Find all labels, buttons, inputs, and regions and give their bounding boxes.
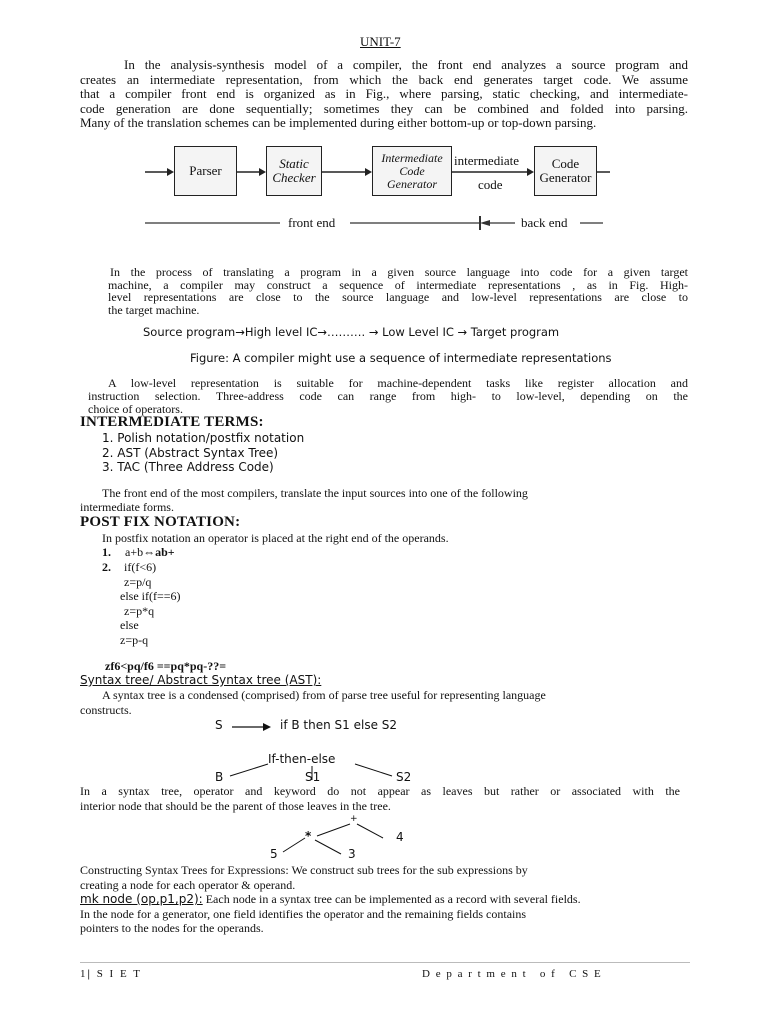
terms-list <box>102 431 304 475</box>
mknode-line: In the node for a generator, one field identifies the operator and the remaining fields contains <box>80 906 527 921</box>
postfix-example-2-code <box>118 560 181 648</box>
footer-rule <box>80 962 690 963</box>
footer-page-number: 1 <box>80 968 88 980</box>
parser-box: Parser <box>174 146 237 196</box>
expression-tree-edges <box>275 818 395 868</box>
code-line: z=p*q <box>124 603 155 618</box>
ast-heading: Syntax tree/ Abstract Syntax tree (AST): <box>80 673 322 687</box>
ast-desc2-line: In a syntax tree, operator and keyword do not appear as leaves but rather or associated with the <box>80 784 680 798</box>
mknode-first-line <box>80 892 690 907</box>
lowlevel-paragraph <box>88 377 688 415</box>
ast-desc2-line: interior node that should be the parent of those leaves in the tree. <box>80 798 391 813</box>
frontend-line: intermediate forms. <box>80 500 174 514</box>
tree-child-b: B <box>215 770 224 784</box>
frontend-line: The front end of the most compilers, translate the input sources into one of the following <box>102 486 528 500</box>
tree-root-if-then-else: If-then-else <box>268 752 336 766</box>
intro-line: Many of the translation schemes can be implemented during either bottom-up or top-down parsing. <box>80 115 597 130</box>
code-line: z=p/q <box>124 574 152 589</box>
example-number: 1. <box>102 545 111 559</box>
rule-lhs: S <box>215 718 223 732</box>
translate-line: In the process of translating a program in a given source language into code for a given target <box>110 265 688 279</box>
construct-paragraph <box>80 863 680 892</box>
footer-org: S I E T <box>96 968 142 980</box>
code-line: else <box>120 618 139 633</box>
intermediate-code-generator-box: Intermediate Code Generator <box>372 146 452 196</box>
mknode-paragraph <box>80 892 690 936</box>
footer-separator: | <box>87 968 92 980</box>
postfix-intro: In postfix notation an operator is placed at the right end of the operands. <box>102 531 449 545</box>
construct-line: Constructing Syntax Trees for Expressions: We construct sub trees for the sub expressions by <box>80 863 528 877</box>
mknode-line: pointers to the nodes for the operands. <box>80 921 264 936</box>
intro-line: In the analysis-synthesis model of a compiler, the front end analyzes a source program and <box>124 57 688 72</box>
lowlevel-line: A low-level representation is suitable for machine-dependent tasks like register allocation and <box>108 376 688 390</box>
expr-leaf-3: 3 <box>348 847 356 861</box>
frontend-paragraph <box>80 486 680 514</box>
ast-desc-line: A syntax tree is a condensed (comprised) from of parse tree useful for representing language <box>102 688 546 702</box>
tree-child-s1: S1 <box>305 770 321 784</box>
list-item: 2. AST (Abstract Syntax Tree) <box>102 445 279 460</box>
postfix-example-2-number: 2. <box>102 560 111 574</box>
translate-paragraph <box>108 266 688 317</box>
expr-node-multiply: * <box>305 829 312 843</box>
intermediate-terms-heading: INTERMEDIATE TERMS: <box>80 414 264 430</box>
expr-leaf-5: 5 <box>270 847 278 861</box>
ast-desc-line: constructs. <box>80 702 132 717</box>
mknode-label: mk node (op,p1,p2): <box>80 892 203 906</box>
expr-leaf-4: 4 <box>396 830 404 844</box>
postfix-result: zf6<pq/f6 ==pq*pq-??= <box>105 659 227 673</box>
rule-rhs: if B then S1 else S2 <box>280 718 398 732</box>
lowlevel-line: choice of operators. <box>88 401 183 416</box>
page-title: UNIT-7 <box>360 34 401 49</box>
ast-description-2 <box>80 784 680 813</box>
code-line: z=p-q <box>120 632 149 647</box>
postfix-example-1 <box>102 545 175 560</box>
static-checker-box: Static Checker <box>266 146 322 196</box>
postfix-heading: POST FIX NOTATION: <box>80 514 241 530</box>
footer-left <box>80 968 142 980</box>
rule-arrow-icon <box>232 721 272 733</box>
list-item: 3. TAC (Three Address Code) <box>102 460 274 474</box>
lowlevel-line: instruction selection. Three-address code can range from high- to low-level, depending on the <box>88 388 688 403</box>
ast-description <box>80 688 680 717</box>
tree-child-s2: S2 <box>396 770 412 784</box>
translate-line: the target machine. <box>108 303 200 318</box>
example-infix: a+b <box>125 545 144 559</box>
translate-line: machine, a compiler may construct a sequence of intermediate representations , as in Fig. High- <box>108 277 688 292</box>
back-end-label: back end <box>521 215 568 230</box>
front-end-label: front end <box>288 215 336 230</box>
code-line: else if(f==6) <box>120 589 181 604</box>
intro-line: code generation are done sequentially; sometimes they can be combined and folded into parsing. <box>80 100 688 116</box>
code-line: if(f<6) <box>124 560 157 574</box>
compiler-pipeline-figure <box>145 136 610 236</box>
ir-sequence: Source program→High level IC→………. → Low Level IC → Target program <box>143 325 560 339</box>
expr-root-plus: + <box>350 814 358 824</box>
list-item: 1. Polish notation/postfix notation <box>102 431 305 445</box>
mknode-first-text: Each node in a syntax tree can be implemented as a record with several fields. <box>202 892 581 906</box>
equivalence-icon: ⇔ <box>143 545 156 559</box>
translate-line: level representations are close to the source language and low-level representations are close to <box>108 290 688 305</box>
footer-department: D e p a r t m e n t o f C S E <box>422 968 603 980</box>
intro-line: that a compiler front end is organized as in Fig., where parsing, static checking, and intermediate- <box>80 86 688 101</box>
code-generator-box: Code Generator <box>534 146 597 196</box>
construct-line: creating a node for each operator & operand. <box>80 877 296 892</box>
intro-paragraph <box>80 58 688 131</box>
example-postfix: ab+ <box>155 545 175 559</box>
edge-label-intermediate: intermediate <box>454 153 519 168</box>
figure-caption: Figure: A compiler might use a sequence of intermediate representations <box>190 351 612 365</box>
intro-line: creates an intermediate representation, from which the back end generates target code. We assume <box>80 71 688 87</box>
edge-label-code: code <box>478 177 503 192</box>
